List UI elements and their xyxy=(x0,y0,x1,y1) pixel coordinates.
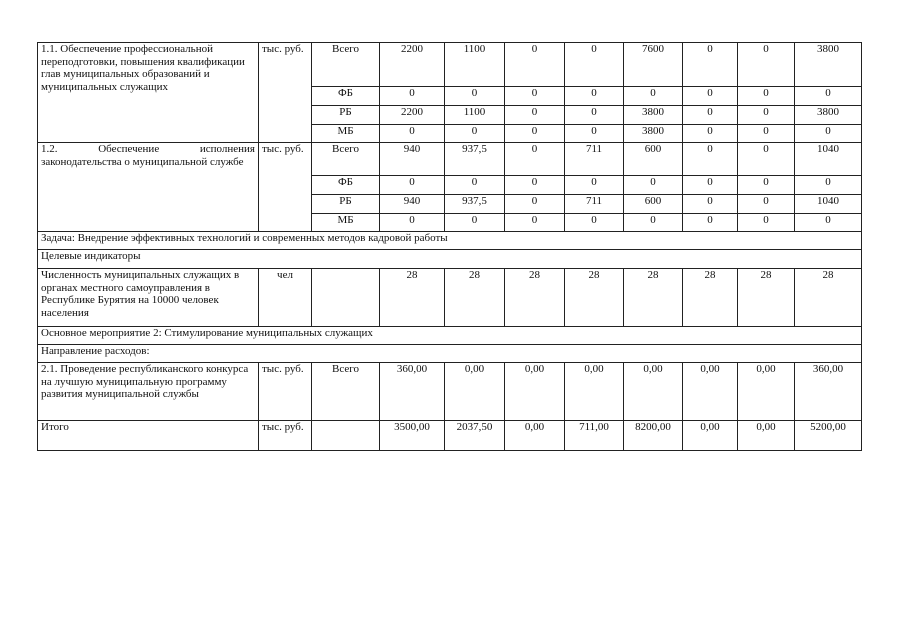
value-cell: 0 xyxy=(505,195,565,214)
value-cell: 937,5 xyxy=(445,143,505,176)
value-cell: 0,00 xyxy=(445,363,505,421)
value-cell: 0 xyxy=(565,176,624,195)
value-cell: 0 xyxy=(795,87,862,106)
value-cell: 0 xyxy=(624,214,683,232)
value-cell: 0 xyxy=(683,214,738,232)
value-cell: 28 xyxy=(380,269,445,327)
value-cell: 940 xyxy=(380,195,445,214)
value-cell: 0,00 xyxy=(683,421,738,451)
value-cell: 0 xyxy=(380,214,445,232)
value-cell: 0 xyxy=(445,125,505,143)
source-cell: МБ xyxy=(312,125,380,143)
value-cell: 28 xyxy=(795,269,862,327)
value-cell: 0,00 xyxy=(505,421,565,451)
table-row xyxy=(38,269,862,327)
value-cell: 0 xyxy=(505,214,565,232)
value-cell: 0 xyxy=(445,176,505,195)
value-cell: 0,00 xyxy=(565,363,624,421)
value-cell: 3800 xyxy=(624,125,683,143)
value-cell: 600 xyxy=(624,143,683,176)
table-row xyxy=(38,143,862,176)
value-cell: 1040 xyxy=(795,143,862,176)
value-cell: 0,00 xyxy=(505,363,565,421)
value-cell: 0 xyxy=(624,87,683,106)
source-cell: Всего xyxy=(312,43,380,87)
value-cell: 0,00 xyxy=(683,363,738,421)
value-cell: 8200,00 xyxy=(624,421,683,451)
task-row: Задача: Внедрение эффективных технологий и современных методов кадровой работы xyxy=(38,232,862,250)
value-cell: 2200 xyxy=(380,43,445,87)
value-cell: 0 xyxy=(505,143,565,176)
value-cell: 0 xyxy=(565,106,624,125)
value-cell: 0 xyxy=(445,214,505,232)
value-cell: 1100 xyxy=(445,106,505,125)
table-row xyxy=(38,43,862,87)
table-row xyxy=(38,232,862,250)
source-cell: РБ xyxy=(312,195,380,214)
value-cell: 0 xyxy=(738,176,795,195)
direction-row: Направление расходов: xyxy=(38,345,862,363)
value-cell: 0 xyxy=(738,43,795,87)
value-cell: 0,00 xyxy=(624,363,683,421)
value-cell: 2200 xyxy=(380,106,445,125)
source-cell: Всего xyxy=(312,143,380,176)
value-cell: 0 xyxy=(683,143,738,176)
unit-cell: чел xyxy=(259,269,312,327)
value-cell: 0 xyxy=(505,176,565,195)
value-cell: 0 xyxy=(795,176,862,195)
value-cell: 0,00 xyxy=(738,363,795,421)
table-row xyxy=(38,250,862,269)
value-cell: 360,00 xyxy=(380,363,445,421)
value-cell: 0 xyxy=(565,43,624,87)
value-cell: 28 xyxy=(683,269,738,327)
value-cell: 0 xyxy=(505,43,565,87)
total-label: Итого xyxy=(38,421,259,451)
value-cell: 0 xyxy=(738,143,795,176)
value-cell: 600 xyxy=(624,195,683,214)
value-cell: 711 xyxy=(565,195,624,214)
value-cell: 0 xyxy=(380,125,445,143)
source-cell: Всего xyxy=(312,363,380,421)
value-cell: 0 xyxy=(795,125,862,143)
value-cell: 0 xyxy=(738,195,795,214)
unit-cell: тыс. руб. xyxy=(259,363,312,421)
value-cell: 937,5 xyxy=(445,195,505,214)
indicator-label: Численность муниципальных служащих в органах местного самоуправления в Республике Бурятия на 10000 человек населения xyxy=(38,269,259,327)
source-cell: ФБ xyxy=(312,87,380,106)
financing-table-body xyxy=(38,43,862,451)
value-cell: 0 xyxy=(565,87,624,106)
value-cell: 28 xyxy=(505,269,565,327)
value-cell: 0 xyxy=(624,176,683,195)
value-cell: 0 xyxy=(380,176,445,195)
table-row xyxy=(38,421,862,451)
value-cell: 0 xyxy=(738,125,795,143)
value-cell: 0 xyxy=(738,87,795,106)
value-cell: 0 xyxy=(505,125,565,143)
value-cell: 711 xyxy=(565,143,624,176)
source-cell: ФБ xyxy=(312,176,380,195)
row-label: 1.2. Обеспечение исполнения законодательства о муниципальной службе xyxy=(38,143,259,232)
value-cell: 0 xyxy=(683,195,738,214)
value-cell: 3800 xyxy=(624,106,683,125)
value-cell: 0 xyxy=(380,87,445,106)
table-row xyxy=(38,345,862,363)
value-cell: 28 xyxy=(565,269,624,327)
value-cell: 0 xyxy=(795,214,862,232)
value-cell: 0 xyxy=(683,106,738,125)
row-label: 2.1. Проведение республиканского конкурса на лучшую муниципальную программу развития муниципальной службы xyxy=(38,363,259,421)
value-cell: 28 xyxy=(738,269,795,327)
value-cell: 940 xyxy=(380,143,445,176)
value-cell: 0,00 xyxy=(738,421,795,451)
value-cell: 0 xyxy=(738,214,795,232)
indicators-row: Целевые индикаторы xyxy=(38,250,862,269)
unit-cell: тыс. руб. xyxy=(259,143,312,232)
table-row xyxy=(38,327,862,345)
source-cell: РБ xyxy=(312,106,380,125)
value-cell: 0 xyxy=(445,87,505,106)
value-cell: 3800 xyxy=(795,43,862,87)
value-cell: 0 xyxy=(683,87,738,106)
financing-table xyxy=(37,42,862,451)
source-cell: МБ xyxy=(312,214,380,232)
value-cell: 0 xyxy=(505,106,565,125)
value-cell: 28 xyxy=(624,269,683,327)
unit-cell: тыс. руб. xyxy=(259,43,312,143)
value-cell: 3800 xyxy=(795,106,862,125)
value-cell: 360,00 xyxy=(795,363,862,421)
value-cell: 28 xyxy=(445,269,505,327)
value-cell: 0 xyxy=(738,106,795,125)
value-cell: 0 xyxy=(565,125,624,143)
value-cell: 0 xyxy=(683,43,738,87)
value-cell: 7600 xyxy=(624,43,683,87)
source-cell xyxy=(312,269,380,327)
value-cell: 711,00 xyxy=(565,421,624,451)
unit-cell: тыс. руб. xyxy=(259,421,312,451)
row-label: 1.1. Обеспечение профессиональной переподготовки, повышения квалификации глав муниципальных образований и муниципальных служащих xyxy=(38,43,259,143)
value-cell: 2037,50 xyxy=(445,421,505,451)
value-cell: 0 xyxy=(683,176,738,195)
source-cell xyxy=(312,421,380,451)
value-cell: 0 xyxy=(565,214,624,232)
value-cell: 0 xyxy=(683,125,738,143)
value-cell: 1040 xyxy=(795,195,862,214)
main-event-row: Основное мероприятие 2: Стимулирование муниципальных служащих xyxy=(38,327,862,345)
table-row xyxy=(38,363,862,421)
value-cell: 5200,00 xyxy=(795,421,862,451)
value-cell: 0 xyxy=(505,87,565,106)
value-cell: 1100 xyxy=(445,43,505,87)
value-cell: 3500,00 xyxy=(380,421,445,451)
